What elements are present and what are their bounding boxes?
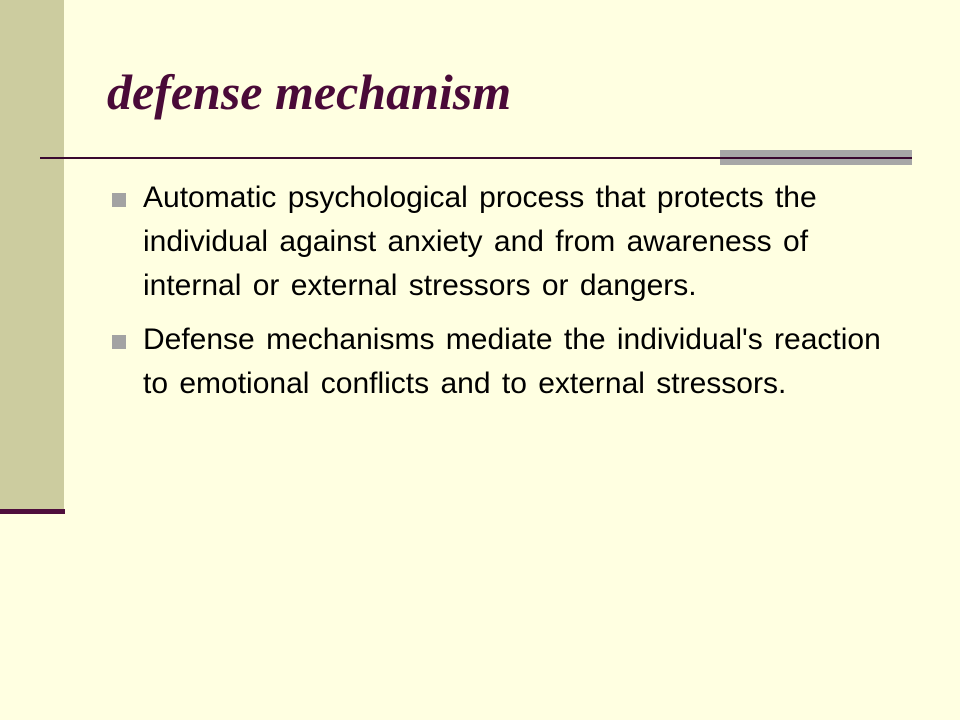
left-band-cap-line — [0, 509, 65, 514]
title-rule-accent-top — [720, 150, 912, 157]
bullet-item — [112, 176, 912, 308]
square-bullet-icon — [112, 193, 126, 207]
bullet-list — [112, 176, 912, 416]
bullet-text: Automatic psychological process that protects the individual against anxiety and from awareness of internal or external stressors or dangers. — [143, 181, 817, 302]
slide-title: defense mechanism — [107, 64, 512, 120]
square-bullet-icon — [112, 335, 126, 349]
bullet-text: Defense mechanisms mediate the individual's reaction to emotional conflicts and to external stressors. — [143, 323, 881, 400]
left-decorative-band — [0, 0, 64, 511]
title-rule-accent-bottom — [720, 159, 912, 165]
bullet-item — [112, 318, 912, 406]
